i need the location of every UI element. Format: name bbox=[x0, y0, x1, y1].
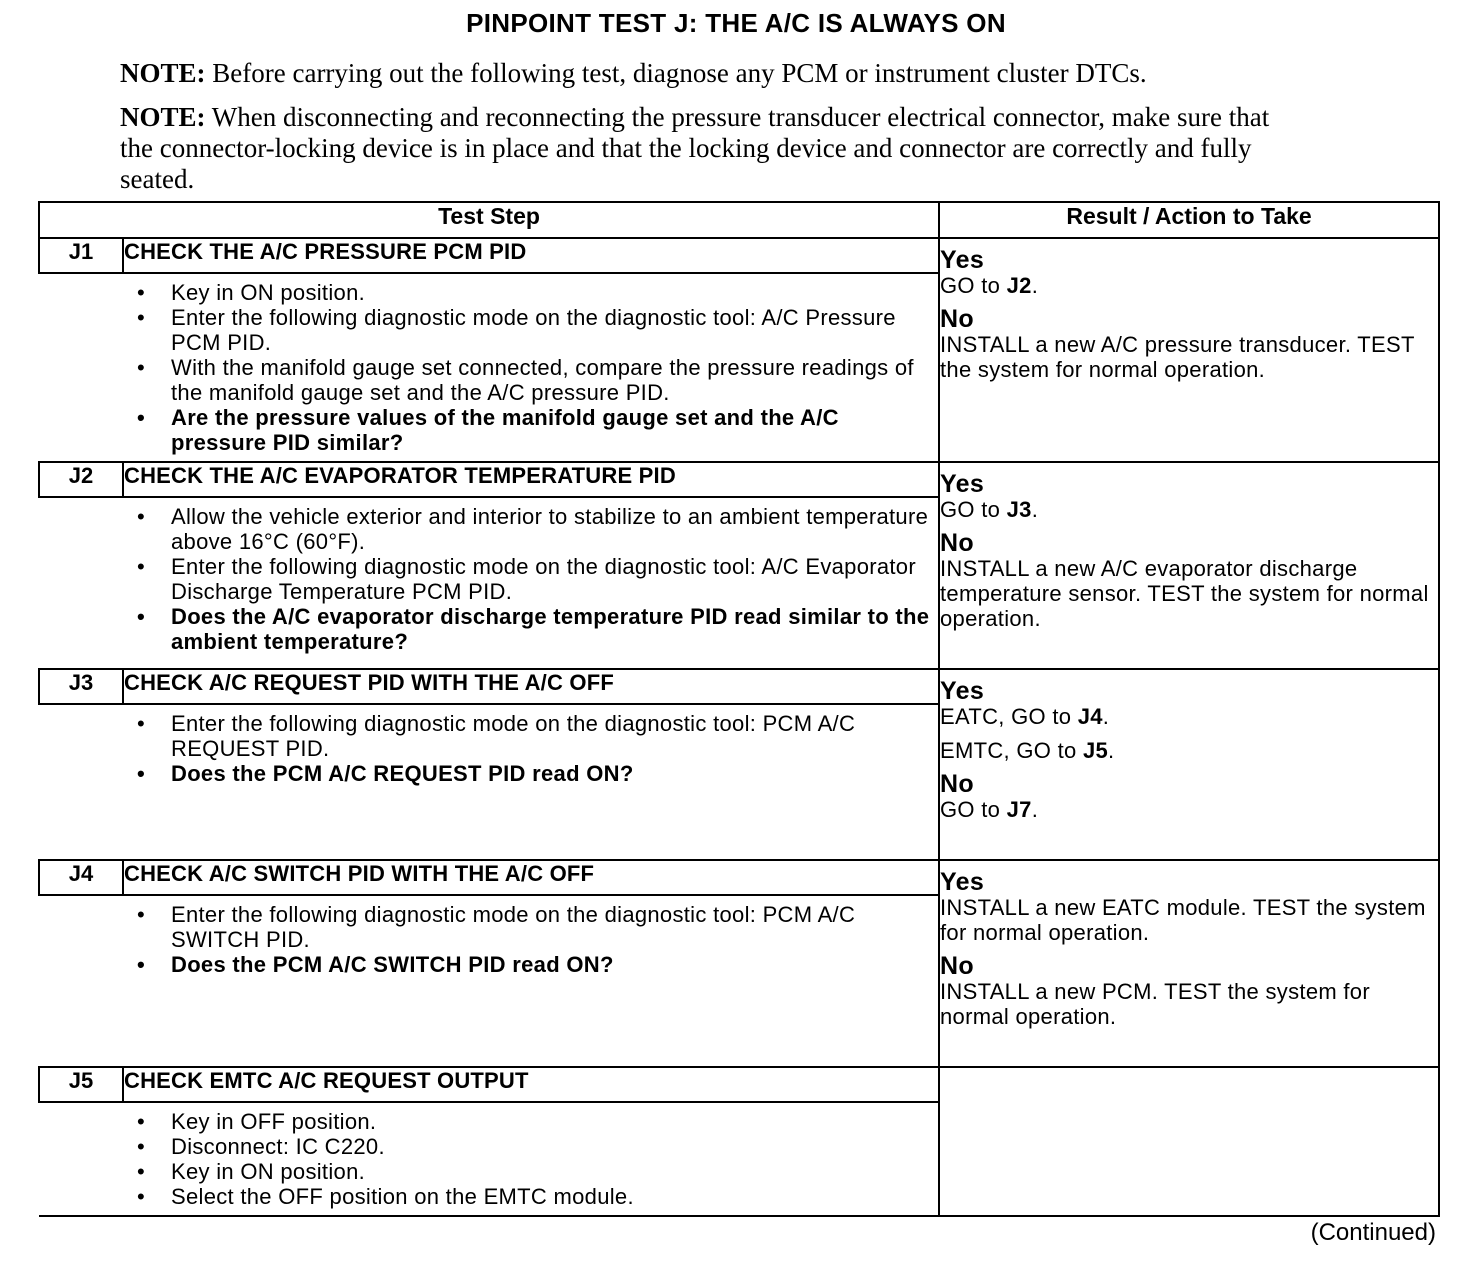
result-action-text: GO to bbox=[940, 273, 1007, 298]
instruction-question: • Does the PCM A/C REQUEST PID read ON? bbox=[39, 761, 938, 786]
step-result bbox=[939, 669, 1439, 860]
result-action-text: GO to bbox=[940, 497, 1007, 522]
table-body bbox=[39, 238, 1439, 1216]
header-result: Result / Action to Take bbox=[939, 202, 1439, 238]
result-action-end: . bbox=[1108, 738, 1115, 763]
step-result bbox=[939, 238, 1439, 462]
result-action bbox=[940, 556, 1438, 631]
note-2 bbox=[120, 102, 1280, 195]
step-header-row bbox=[39, 238, 1439, 273]
step-result bbox=[939, 1067, 1439, 1216]
result-action-text: GO to bbox=[940, 797, 1007, 822]
step-instructions bbox=[39, 497, 939, 669]
note-label: NOTE: bbox=[120, 102, 206, 132]
result-action-end: . bbox=[1031, 497, 1039, 522]
result-action bbox=[940, 497, 1438, 522]
instruction-item: • Disconnect: IC C220. bbox=[39, 1134, 938, 1159]
step-header-row bbox=[39, 860, 1439, 895]
instruction-item: • Enter the following diagnostic mode on the diagnostic tool: A/C Pressure PCM PID. bbox=[39, 305, 938, 355]
step-title: CHECK THE A/C EVAPORATOR TEMPERATURE PID bbox=[123, 462, 939, 497]
result-action bbox=[940, 273, 1438, 298]
step-id: J3 bbox=[39, 669, 123, 704]
instruction-list bbox=[39, 896, 938, 983]
result-action bbox=[940, 797, 1438, 822]
instruction-question: • Does the A/C evaporator discharge temperature PID read similar to the ambient temperature? bbox=[39, 604, 938, 654]
instruction-item: • With the manifold gauge set connected, compare the pressure readings of the manifold gauge set and the A/C pressure PID. bbox=[39, 355, 938, 405]
page-title: PINPOINT TEST J: THE A/C IS ALWAYS ON bbox=[466, 8, 1006, 38]
instruction-item: • Enter the following diagnostic mode on the diagnostic tool: A/C Evaporator Discharge Temperature PCM PID. bbox=[39, 554, 938, 604]
result-action-end: . bbox=[1031, 273, 1039, 298]
step-id: J4 bbox=[39, 860, 123, 895]
step-id: J2 bbox=[39, 462, 123, 497]
result-action-text: EATC, GO to bbox=[940, 704, 1078, 729]
instruction-question: • Does the PCM A/C SWITCH PID read ON? bbox=[39, 952, 938, 977]
instruction-question: • Are the pressure values of the manifold gauge set and the A/C pressure PID similar? bbox=[39, 405, 938, 455]
step-header-row bbox=[39, 669, 1439, 704]
result-yes-label: Yes bbox=[940, 868, 985, 896]
instruction-item: • Enter the following diagnostic mode on the diagnostic tool: PCM A/C SWITCH PID. bbox=[39, 902, 938, 952]
result-step-ref: J4 bbox=[1077, 704, 1103, 729]
result-action bbox=[940, 332, 1438, 382]
result-no-label: No bbox=[940, 305, 974, 333]
continued-label: (Continued) bbox=[1310, 1219, 1436, 1246]
result-step-ref: J7 bbox=[1006, 797, 1032, 822]
result-action-text: INSTALL a new A/C evaporator discharge temperature sensor. TEST the system for normal operation. bbox=[940, 556, 1429, 631]
result-action-end: . bbox=[1031, 797, 1039, 822]
result-action-text: EMTC, GO to bbox=[940, 738, 1083, 763]
result-gap bbox=[940, 729, 1438, 738]
result-action bbox=[940, 979, 1438, 1029]
result-no-label: No bbox=[940, 770, 974, 798]
note-1 bbox=[120, 58, 1400, 89]
instruction-list bbox=[39, 498, 938, 660]
step-result bbox=[939, 462, 1439, 669]
instruction-list bbox=[39, 1103, 938, 1215]
result-yes-label: Yes bbox=[940, 677, 985, 705]
result-action-end: . bbox=[1102, 704, 1110, 729]
step-title: CHECK A/C SWITCH PID WITH THE A/C OFF bbox=[123, 860, 939, 895]
instruction-list bbox=[39, 705, 938, 792]
result-action bbox=[940, 895, 1438, 945]
note-label: NOTE: bbox=[120, 58, 206, 88]
instruction-item: • Enter the following diagnostic mode on the diagnostic tool: PCM A/C REQUEST PID. bbox=[39, 711, 938, 761]
result-step-ref: J2 bbox=[1006, 273, 1032, 298]
instruction-item: • Key in ON position. bbox=[39, 280, 938, 305]
step-instructions bbox=[39, 273, 939, 462]
instruction-item: • Key in OFF position. bbox=[39, 1109, 938, 1134]
instruction-item: • Select the OFF position on the EMTC module. bbox=[39, 1184, 938, 1209]
step-header-row bbox=[39, 1067, 1439, 1102]
result-no-label: No bbox=[940, 529, 974, 557]
step-header-row bbox=[39, 462, 1439, 497]
header-test-step: Test Step bbox=[39, 202, 939, 238]
result-step-ref: J3 bbox=[1006, 497, 1032, 522]
step-title: CHECK A/C REQUEST PID WITH THE A/C OFF bbox=[123, 669, 939, 704]
instruction-item: • Allow the vehicle exterior and interior to stabilize to an ambient temperature above 16°C (60°F). bbox=[39, 504, 938, 554]
step-instructions bbox=[39, 895, 939, 1067]
result-action-text: INSTALL a new EATC module. TEST the system for normal operation. bbox=[940, 895, 1426, 945]
instruction-list bbox=[39, 274, 938, 461]
result-yes-label: Yes bbox=[940, 246, 985, 274]
note-text: Before carrying out the following test, diagnose any PCM or instrument cluster DTCs. bbox=[205, 58, 1147, 88]
result-action bbox=[940, 704, 1438, 729]
table-header-row bbox=[39, 202, 1439, 238]
step-title: CHECK THE A/C PRESSURE PCM PID bbox=[123, 238, 939, 273]
result-action bbox=[940, 738, 1438, 763]
step-title: CHECK EMTC A/C REQUEST OUTPUT bbox=[123, 1067, 939, 1102]
pinpoint-test-table bbox=[38, 201, 1440, 1217]
result-yes-label: Yes bbox=[940, 470, 985, 498]
instruction-item: • Key in ON position. bbox=[39, 1159, 938, 1184]
step-result bbox=[939, 860, 1439, 1067]
step-instructions bbox=[39, 1102, 939, 1216]
result-action-text: INSTALL a new PCM. TEST the system for normal operation. bbox=[940, 979, 1370, 1029]
step-id: J1 bbox=[39, 238, 123, 273]
result-no-label: No bbox=[940, 952, 974, 980]
step-instructions bbox=[39, 704, 939, 860]
result-step-ref: J5 bbox=[1082, 738, 1109, 763]
note-text: When disconnecting and reconnecting the pressure transducer electrical connector, make sure that the connector-locking device is in place and that the locking device and connector are correctly and fully seated. bbox=[120, 102, 1270, 194]
step-id: J5 bbox=[39, 1067, 123, 1102]
result-action-text: INSTALL a new A/C pressure transducer. TEST the system for normal operation. bbox=[940, 332, 1415, 382]
